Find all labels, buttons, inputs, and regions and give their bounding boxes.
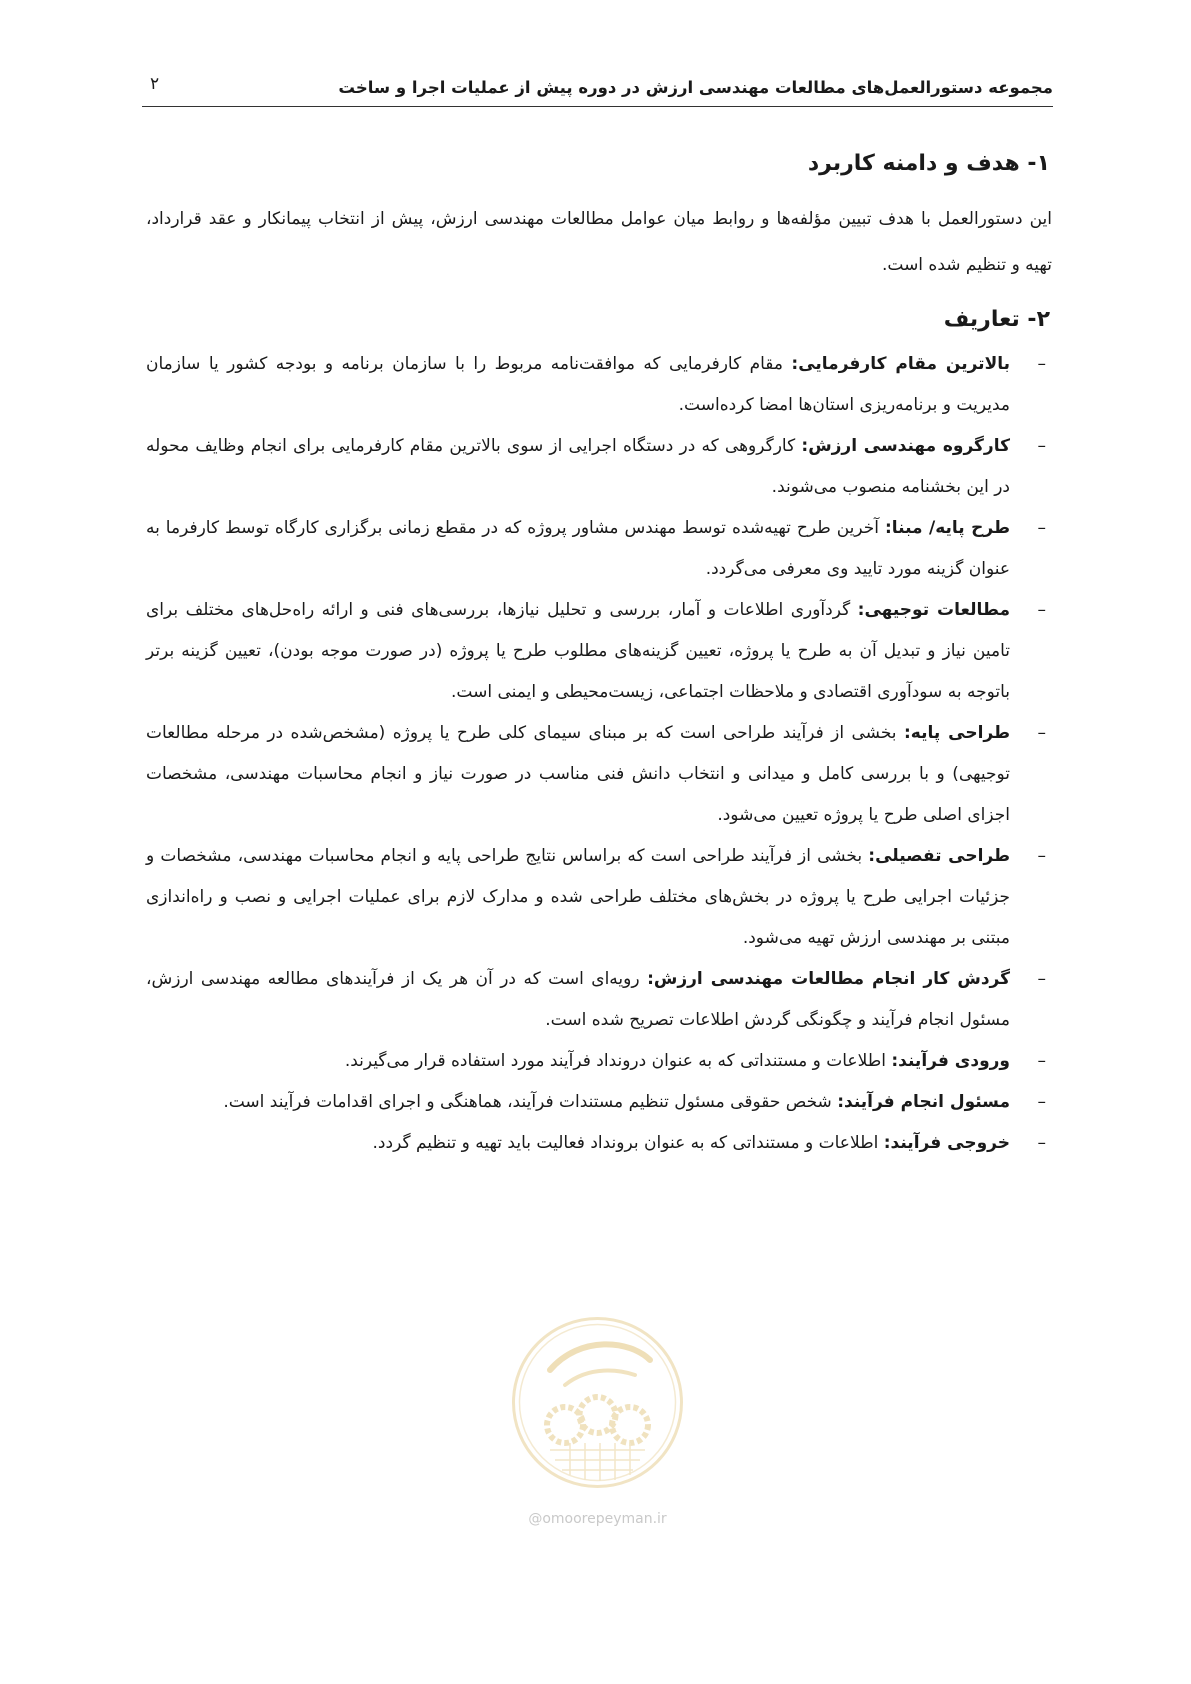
- section-1-paragraph: این دستورالعمل با هدف تبیین مؤلفه‌ها و روابط میان عوامل مطالعات مهندسی ارزش، پیش از انتخاب پیمانکار و عقد قرارداد، تهیه و تنظیم شده است.: [146, 209, 1052, 275]
- definition-term: ورودی فرآیند:: [891, 1051, 1010, 1071]
- definition-term: مطالعات توجیهی:: [857, 600, 1010, 620]
- watermark-url: @omoorepeyman.ir: [528, 1511, 667, 1527]
- list-dash: –: [1037, 1133, 1046, 1153]
- list-dash: –: [1037, 723, 1046, 743]
- definition-text: کارگروهی که در دستگاه اجرایی از سوی بالاترین مقام کارفرمایی برای انجام وظایف محوله در این بخشنامه منصوب می‌شوند.: [146, 436, 1010, 497]
- definition-item: [146, 344, 1052, 426]
- definition-text: گردآوری اطلاعات و آمار، بررسی و تحلیل نیازها، بررسی‌های فنی و ارائه راه‌حل‌های مختلف برای تامین نیاز و تبدیل آن به طرح یا پروژه، تعیین گزینه‌های مطلوب طرح یا پروژه (در صورت موجه بودن)، تعیین گزینه برتر باتوجه به سودآوری اقتصادی و ملاحظات اجتماعی، زیست‌محیطی و ایمنی است.: [146, 600, 1010, 702]
- page-header: [142, 68, 1053, 107]
- definition-text: اطلاعات و مستنداتی که به عنوان برونداد فعالیت باید تهیه و تنظیم گردد.: [372, 1133, 879, 1153]
- definition-term: طراحی پایه:: [903, 723, 1011, 743]
- list-dash: –: [1037, 1092, 1046, 1112]
- definition-text: آخرین طرح تهیه‌شده توسط مهندس مشاور پروژه که در مقطع زمانی برگزاری کارگاه توسط کارفرما به عنوان گزینه مورد تایید وی معرفی می‌گردد.: [146, 518, 1010, 579]
- watermark-logo: [510, 1315, 685, 1490]
- definition-item: [146, 836, 1052, 959]
- definition-item: [146, 426, 1052, 508]
- list-dash: –: [1037, 436, 1046, 456]
- definition-item: [146, 508, 1052, 590]
- header-title: مجموعه دستورالعمل‌های مطالعات مهندسی ارزش در دوره پیش از عملیات اجرا و ساخت: [338, 78, 1053, 97]
- list-dash: –: [1037, 600, 1046, 620]
- definitions-list: [146, 344, 1052, 1164]
- definition-text: اطلاعات و مستنداتی که به عنوان درونداد فرآیند مورد استفاده قرار می‌گیرند.: [344, 1051, 886, 1071]
- list-dash: –: [1037, 969, 1046, 989]
- list-dash: –: [1037, 1051, 1046, 1071]
- section-1-title: ۱- هدف و دامنه کاربرد: [807, 151, 1050, 176]
- definition-item: [146, 1082, 1052, 1123]
- definition-text: بخشی از فرآیند طراحی است که بر مبنای سیمای کلی طرح یا پروژه (مشخص‌شده در مرحله مطالعات توجیهی) و با بررسی کامل و میدانی و انتخاب دانش فنی مناسب در صورت نیاز و انجام محاسبات مهندسی، مشخصات اجزای اصلی طرح یا پروژه تعیین می‌شود.: [146, 723, 1010, 825]
- definition-term: کارگروه مهندسی ارزش:: [801, 436, 1010, 456]
- definition-text: بخشی از فرآیند طراحی است که براساس نتایج طراحی پایه و انجام محاسبات مهندسی، مشخصات و جزئیات اجرایی طرح یا پروژه در بخش‌های مختلف طراحی شده و مدارک لازم برای عملیات اجرایی و نصب و راه‌اندازی مبتنی بر مهندسی ارزش تهیه می‌شود.: [146, 846, 1010, 948]
- definition-item: [146, 713, 1052, 836]
- definition-item: [146, 1123, 1052, 1164]
- list-dash: –: [1037, 846, 1046, 866]
- definition-text: مقام کارفرمایی که موافقت‌نامه مربوط را با سازمان برنامه و بودجه کشور یا سازمان مدیریت و برنامه‌ریزی استان‌ها امضا کرده‌است.: [146, 354, 1010, 415]
- section-2-title: ۲- تعاریف: [943, 307, 1050, 332]
- definition-term: مسئول انجام فرآیند:: [837, 1092, 1010, 1112]
- list-dash: –: [1037, 354, 1046, 374]
- definition-item: [146, 959, 1052, 1041]
- definition-term: طرح پایه/ مبنا:: [884, 518, 1010, 538]
- definition-text: رویه‌ای است که در آن هر یک از فرآیندهای مطالعه مهندسی ارزش، مسئول انجام فرآیند و چگونگی گردش اطلاعات تصریح شده است.: [146, 969, 1010, 1030]
- page-content: [146, 140, 1052, 1164]
- definition-item: [146, 1041, 1052, 1082]
- definition-text: شخص حقوقی مسئول تنظیم مستندات فرآیند، هماهنگی و اجرای اقدامات فرآیند است.: [223, 1092, 832, 1112]
- definition-term: خروجی فرآیند:: [883, 1133, 1010, 1153]
- page-number: ۲: [150, 74, 160, 94]
- definition-term: طراحی تفصیلی:: [868, 846, 1011, 866]
- definition-term: گردش کار انجام مطالعات مهندسی ارزش:: [647, 969, 1011, 989]
- definition-term: بالاترین مقام کارفرمایی:: [791, 354, 1010, 374]
- definition-item: [146, 590, 1052, 713]
- list-dash: –: [1037, 518, 1046, 538]
